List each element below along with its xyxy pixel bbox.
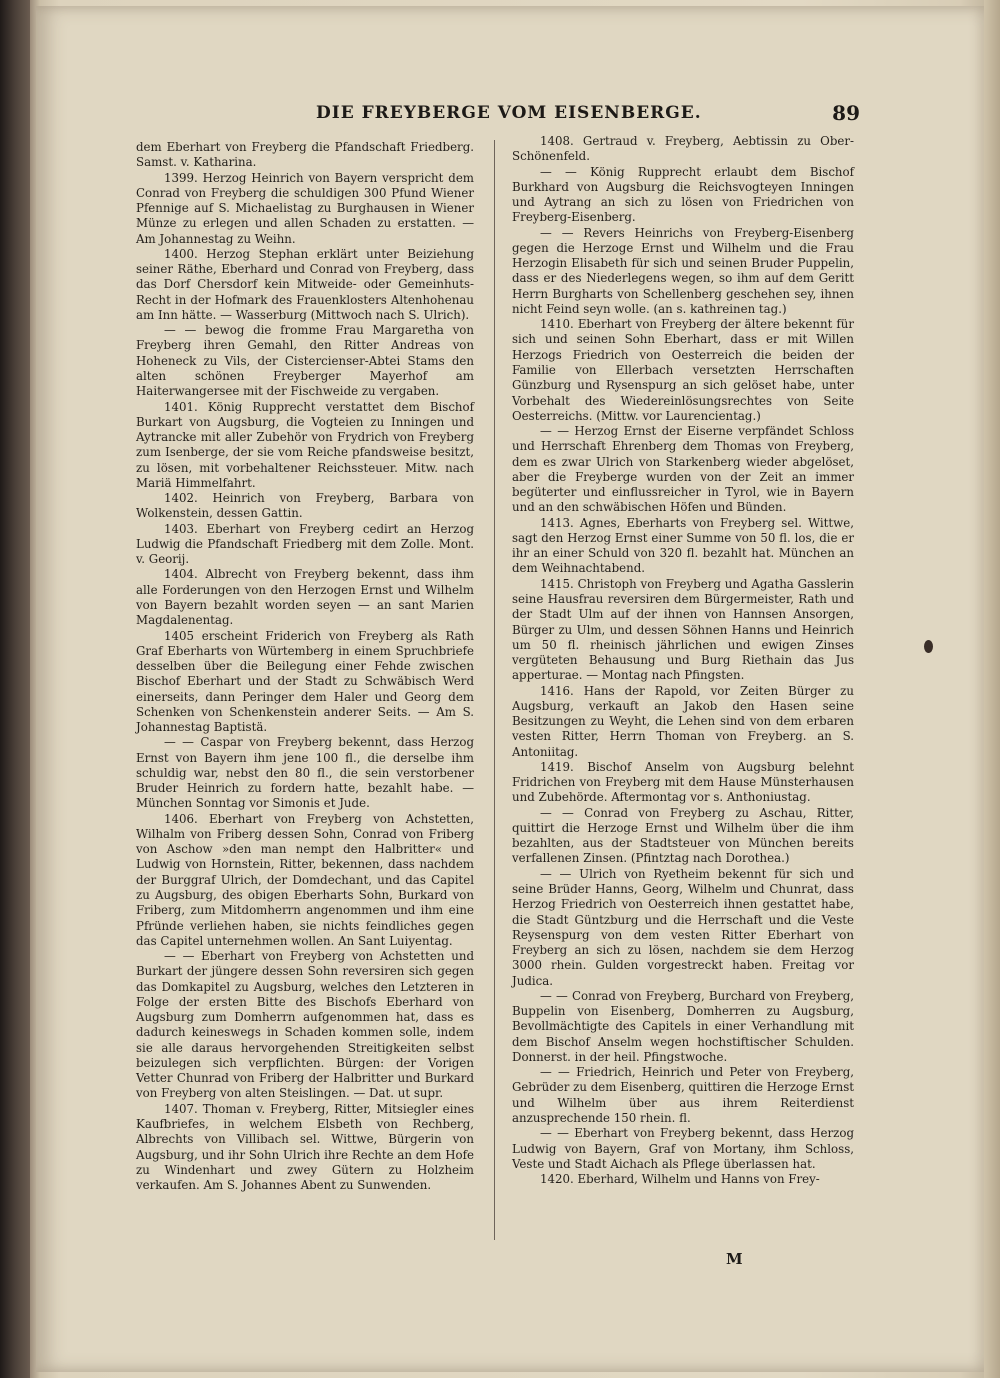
paragraph: — — Conrad von Freyberg zu Aschau, Ritter, quittirt die Herzoge Ernst und Wilhelm über die ihm bezahlten, aus der Stadtsteuer von München bereits verfallenen Zinsen. (Pfintztag nach Dorothea.) — [512, 805, 854, 866]
page-title: DIE FREYBERGE VOM EISENBERGE. — [316, 103, 702, 123]
paragraph: — — König Rupprecht erlaubt dem Bischof Burkhard von Augsburg die Reichsvogteyen Inningen und Aytrang an sich zu lösen von Friedrichen von Freyberg-Eisenberg. — [512, 164, 854, 225]
paragraph: — — Herzog Ernst der Eiserne verpfändet Schloss und Herrschaft Ehrenberg dem Thomas von Freyberg, dem es zwar Ulrich von Starkenberg wieder abgelöset, aber die Freyberge wurden von der Zeit an immer begüterter und einflussreicher in Tyrol, wie in Bayern und an den schwäbischen Höfen und Bünden. — [512, 424, 854, 515]
paragraph: — — Friedrich, Heinrich und Peter von Freyberg, Gebrüder zu dem Eisenberg, quittiren die Herzoge Ernst und Wilhelm über aus ihrem Reiterdienst anzusprechende 150 rhein. fl. — [512, 1065, 854, 1125]
paragraph: 1399. Herzog Heinrich von Bayern verspricht dem Conrad von Freyberg die schuldigen 300 Pfund Wiener Pfennige auf S. Michaelistag zu Burghausen in Wiener Münze zu erlegen und allen Schaden zu erstatten. — Am Johannestag zu Weihn. — [136, 170, 474, 246]
right-column — [512, 134, 854, 1187]
paragraph: 1416. Hans der Rapold, vor Zeiten Bürger zu Augsburg, verkauft an Jakob den Hasen seine Besitzungen zu Weyht, die Lehen sind von dem erbaren vesten Ritter, Herrn Thoman von Freyberg. an S. Antoniitag. — [512, 683, 854, 759]
paragraph: — — Eberhart von Freyberg von Achstetten und Burkart der jüngere dessen Sohn reversiren sich gegen das Domkapitel zu Augsburg, welches den Letzteren in Folge der ersten Bitte des Bischofs Eberhard von Augsburg zum Domherrn aufgenommen hat, dass es dadurch keineswegs in Schaden kommen solle, indem sie alle daraus hervorgehenden Streitigkeiten selbst beizulegen sich verpflichten. Bürgen: der Vorigen Vetter Chunrad von Friberg der Halbritter und Burkard von Freyberg von alten Steislingen. — Dat. ut supr. — [136, 949, 474, 1101]
paragraph: 1406. Eberhart von Freyberg von Achstetten, Wilhalm von Friberg dessen Sohn, Conrad von Friberg von Aschow »den man nempt den Halbritter« und Ludwig von Hornstein, Ritter, bekennen, dass nachdem der Burggraf Ulrich, der Domdechant, und das Capitel zu Augsburg, des obigen Eberharts Sohn, Burkard von Friberg, zum Mitdomherrn angenommen und ihm eine Pfründe verliehen haben, sie nichts feindliches gegen das Capitel unternehmen wollen. An Sant Luiyentag. — [136, 811, 474, 948]
paragraph: 1404. Albrecht von Freyberg bekennt, dass ihm alle Forderungen von den Herzogen Ernst und Wilhelm von Bayern bezahlt worden seyen — an sant Marien Magdalenentag. — [136, 567, 474, 628]
paragraph: dem Eberhart von Freyberg die Pfandschaft Friedberg. Samst. v. Katharina. — [136, 140, 474, 170]
running-header — [316, 103, 864, 129]
left-column — [136, 140, 474, 1193]
paragraph: 1419. Bischof Anselm von Augsburg belehnt Fridrichen von Freyberg mit dem Hause Münsterhausen und Zubehörde. Aftermontag vor s. Anthoniustag. — [512, 759, 854, 805]
signature-mark: M — [726, 1250, 743, 1268]
paragraph: — — bewog die fromme Frau Margaretha von Freyberg ihren Gemahl, den Ritter Andreas von Hoheneck zu Vils, der Cistercienser-Abtei Stams den alten schönen Freyberger Mayerhof am Haiterwangersee mit der Fischweide zu vergaben. — [136, 323, 474, 399]
paragraph: 1402. Heinrich von Freyberg, Barbara von Wolkenstein, dessen Gattin. — [136, 491, 474, 521]
page-edge — [984, 0, 1000, 1378]
paragraph: — — Eberhart von Freyberg bekennt, dass Herzog Ludwig von Bayern, Graf von Mortany, ihm Schloss, Veste und Stadt Aichach als Pflege überlassen hat. — [512, 1126, 854, 1171]
paragraph: 1415. Christoph von Freyberg und Agatha Gasslerin seine Hausfrau reversiren dem Bürgermeister, Rath und der Stadt Ulm auf der ihnen von Hannsen Ansorgen, Bürger zu Ulm, und dessen Söhnen Hanns und Heinrich um 50 fl. rheinisch jährlichen und ewigen Zinses vergüteten Behausung und Burg Riethain das Jus apperturae. — Montag nach Pfingsten. — [512, 576, 854, 683]
paragraph: — — Ulrich von Ryetheim bekennt für sich und seine Brüder Hanns, Georg, Wilhelm und Chunrat, dass Herzog Friedrich von Oesterreich ihnen gestattet habe, die Stadt Güntzburg und die Herrschaft und die Veste Reysenspurg von dem vesten Ritter Eberhart von Freyberg an sich zu lösen, nachdem sie dem Herzog 3000 rhein. Gulden vorgestreckt haben. Freitag vor Judica. — [512, 866, 854, 988]
paragraph: — — Caspar von Freyberg bekennt, dass Herzog Ernst von Bayern ihm jene 100 fl., die derselbe ihm schuldig war, nebst den 80 fl., die sein verstorbener Bruder Heinrich zu fordern hatte, bezahlt habe. — München Sonntag vor Simonis et Jude. — [136, 735, 474, 811]
paragraph: 1407. Thoman v. Freyberg, Ritter, Mitsiegler eines Kaufbriefes, in welchem Elsbeth von Rechberg, Albrechts von Villibach sel. Wittwe, Bürgerin von Augsburg, und ihr Sohn Ulrich ihre Rechte an dem Hofe zu Windenhart und zwey Gütern zu Holzheim verkaufen. Am S. Johannes Abent zu Sunwenden. — [136, 1101, 474, 1193]
paragraph: 1410. Eberhart von Freyberg der ältere bekennt für sich und seinen Sohn Eberhart, dass er mit Willen Herzogs Friedrich von Oesterreich die beiden der Familie von Ellerbach versetzten Herrschaften Günzburg und Rysenspurg an sich gelöset habe, unter Vorbehalt des Wiedereinlösungsrechtes von Seite Oesterreichs. (Mittw. vor Laurencientag.) — [512, 317, 854, 423]
page-number: 89 — [832, 101, 860, 125]
ink-spot — [924, 640, 933, 653]
book-spine — [0, 0, 30, 1378]
paragraph: 1408. Gertraud v. Freyberg, Aebtissin zu Ober-Schönenfeld. — [512, 134, 854, 164]
paragraph: 1400. Herzog Stephan erklärt unter Beiziehung seiner Räthe, Eberhard und Conrad von Freyberg, dass das Dorf Chersdorf kein Mitweide- oder Gemeinhuts-Recht in der Hofmark des Frauenklosters Altenhohenau am Inn hätte. — Wasserburg (Mittwoch nach S. Ulrich). — [136, 246, 474, 322]
paragraph: 1403. Eberhart von Freyberg cedirt an Herzog Ludwig die Pfandschaft Friedberg mit dem Zolle. Mont. v. Georij. — [136, 521, 474, 567]
paragraph: 1405 erscheint Friderich von Freyberg als Rath Graf Eberharts von Würtemberg in einem Spruchbriefe desselben über die Beilegung einer Fehde zwischen Bischof Eberhart und der Stadt zu Schwäbisch Werd einerseits, dann Peringer dem Haler und Georg dem Schenken von Schenkenstein anderer Seits. — Am S. Johannestag Baptistä. — [136, 628, 474, 735]
column-divider — [494, 140, 495, 1240]
paragraph: 1413. Agnes, Eberharts von Freyberg sel. Wittwe, sagt den Herzog Ernst einer Summe von 50 fl. los, die er ihr an einer Schuld von 320 fl. bezahlt hat. München an dem Weihnachtabend. — [512, 515, 854, 576]
paragraph: — — Revers Heinrichs von Freyberg-Eisenberg gegen die Herzoge Ernst und Wilhelm und die Frau Herzogin Elisabeth für sich und seinen Bruder Puppelin, dass er des Niederlegens wegen, so ihm auf dem Geritt Herrn Burgharts von Schellenberg geschehen sey, ihnen nicht Feind seyn wolle. (an s. kathreinen tag.) — [512, 225, 854, 316]
paragraph: — — Conrad von Freyberg, Burchard von Freyberg, Buppelin von Eisenberg, Domherren zu Augsburg, Bevollmächtigte des Capitels in einer Verhandlung mit dem Bischof Anselm wegen hochstiftischer Schulden. Donnerst. in der heil. Pfingstwoche. — [512, 988, 854, 1064]
paragraph: 1420. Eberhard, Wilhelm und Hanns von Frey- — [540, 1172, 820, 1187]
paragraph: 1401. König Rupprecht verstattet dem Bischof Burkart von Augsburg, die Vogteien zu Inningen und Aytrancke mit aller Zubehör von Frydrich von Freyberg zum Isenberge, der sie vom Reiche pfandsweise besitzt, zu lösen, mit vorbehaltener Reichssteuer. Mitw. nach Mariä Himmelfahrt. — [136, 399, 474, 490]
